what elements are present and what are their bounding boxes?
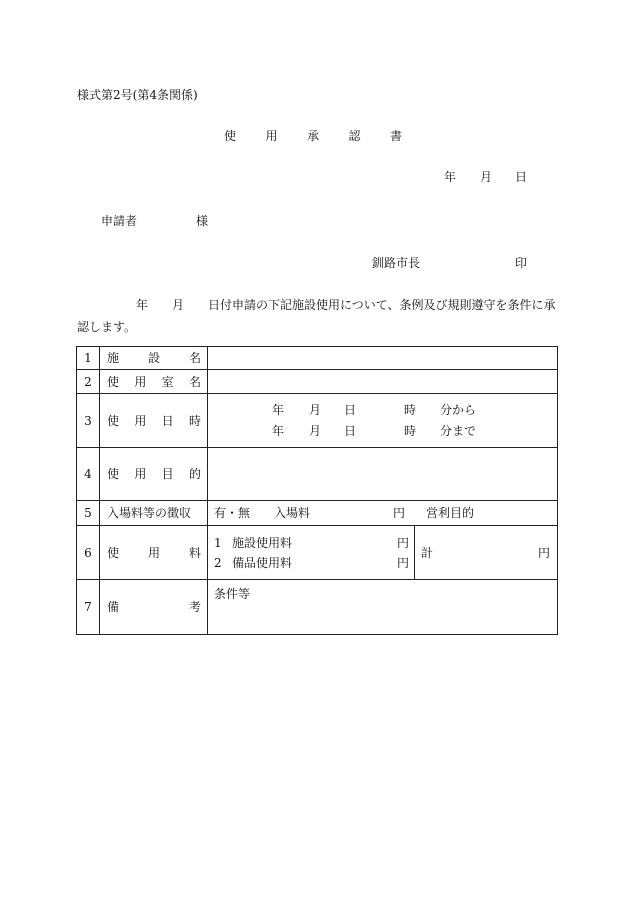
row-number: 1 xyxy=(77,347,100,370)
table-row xyxy=(77,526,558,580)
from-minute: 分から xyxy=(440,403,477,417)
body-month: 月 xyxy=(172,298,185,312)
row-number: 4 xyxy=(77,448,100,501)
admission-field[interactable] xyxy=(208,501,558,526)
table-row xyxy=(77,501,558,526)
row-number: 7 xyxy=(77,580,100,635)
seal-mark: 印 xyxy=(515,256,528,270)
form-number: 様式第2号(第4条関係) xyxy=(77,88,198,102)
label-char: 用 xyxy=(134,413,147,428)
to-minute: 分まで xyxy=(440,424,477,438)
date-month: 月 xyxy=(480,170,493,184)
table-row xyxy=(77,448,558,501)
room-name-field[interactable] xyxy=(208,370,558,394)
applicant-label: 申請者 xyxy=(101,214,138,228)
date-year: 年 xyxy=(444,170,457,184)
label-char: 施 xyxy=(107,351,120,365)
row-label-facility xyxy=(100,347,208,370)
fee-item-number: 1 xyxy=(214,536,222,550)
row-number: 6 xyxy=(77,526,100,580)
label-char: 名 xyxy=(188,351,201,365)
table-row xyxy=(77,370,558,394)
label-char: 使 xyxy=(107,467,120,481)
facility-fee-label: 施設使用料 xyxy=(232,536,293,550)
fee-breakdown-field[interactable] xyxy=(208,526,415,580)
datetime-field[interactable] xyxy=(208,394,558,448)
yen-unit: 円 xyxy=(538,546,551,560)
body-line-2: 認します。 xyxy=(77,320,137,334)
table-row xyxy=(77,347,558,370)
purpose-field[interactable] xyxy=(208,448,558,501)
body-year: 年 xyxy=(136,298,149,312)
label-char: 考 xyxy=(188,600,201,614)
label-char: 用 xyxy=(134,467,147,481)
from-hour: 時 xyxy=(404,403,417,417)
to-hour: 時 xyxy=(404,424,417,438)
to-month: 月 xyxy=(309,424,322,438)
label-char: 日 xyxy=(161,413,174,428)
title-char: 書 xyxy=(389,129,402,143)
table-row xyxy=(77,394,558,448)
remarks-field[interactable] xyxy=(208,580,558,635)
body-line-1: 日付申請の下記施設使用について、条例及び規則遵守を条件に承 xyxy=(208,298,556,312)
yen-unit: 円 xyxy=(397,536,410,550)
label-char: 名 xyxy=(188,374,201,389)
row-label-admission xyxy=(100,501,208,526)
commercial-purpose-label[interactable]: 営利目的 xyxy=(426,506,475,520)
from-month: 月 xyxy=(309,403,322,417)
label-char: 備 xyxy=(107,600,120,614)
label-char: 料 xyxy=(188,545,201,560)
row-label-datetime xyxy=(100,394,208,448)
date-day: 日 xyxy=(515,170,528,184)
yen-unit: 円 xyxy=(397,556,410,570)
to-day: 日 xyxy=(344,424,357,438)
presence-choice[interactable]: 有・無 xyxy=(214,506,251,520)
label-char: 室 xyxy=(161,374,174,389)
title-char: 用 xyxy=(265,129,278,143)
label-char: 的 xyxy=(188,467,201,481)
row-label-purpose xyxy=(100,448,208,501)
yen-unit: 円 xyxy=(393,506,406,520)
label-char: 目 xyxy=(161,467,174,481)
label-char: 使 xyxy=(107,545,120,560)
row-label-remarks xyxy=(100,580,208,635)
admission-fee-label: 入場料 xyxy=(274,506,311,520)
to-year: 年 xyxy=(272,424,285,438)
equipment-fee-label: 備品使用料 xyxy=(232,556,293,570)
title-char: 使 xyxy=(224,129,237,143)
label-text: 入場料等の徴収 xyxy=(107,506,192,520)
issuer-name: 釧路市長 xyxy=(372,256,421,270)
fee-item-number: 2 xyxy=(214,556,222,570)
label-char: 使 xyxy=(107,374,120,389)
row-number: 5 xyxy=(77,501,100,526)
conditions-label: 条件等 xyxy=(214,587,251,601)
label-char: 用 xyxy=(147,545,160,560)
from-day: 日 xyxy=(344,403,357,417)
row-number: 2 xyxy=(77,370,100,394)
row-label-fee xyxy=(100,526,208,580)
from-year: 年 xyxy=(272,403,285,417)
table-row xyxy=(77,580,558,635)
row-label-room xyxy=(100,370,208,394)
title-char: 認 xyxy=(348,129,361,143)
total-label: 計 xyxy=(421,546,434,560)
fee-total-field[interactable] xyxy=(415,526,558,580)
label-char: 設 xyxy=(147,351,160,365)
row-number: 3 xyxy=(77,394,100,448)
applicant-honorific: 様 xyxy=(196,214,209,228)
label-char: 用 xyxy=(134,374,147,389)
usage-table xyxy=(76,346,558,635)
label-char: 使 xyxy=(107,413,120,428)
document-title xyxy=(224,130,402,142)
label-char: 時 xyxy=(188,413,201,428)
facility-name-field[interactable] xyxy=(208,347,558,370)
title-char: 承 xyxy=(306,129,319,143)
